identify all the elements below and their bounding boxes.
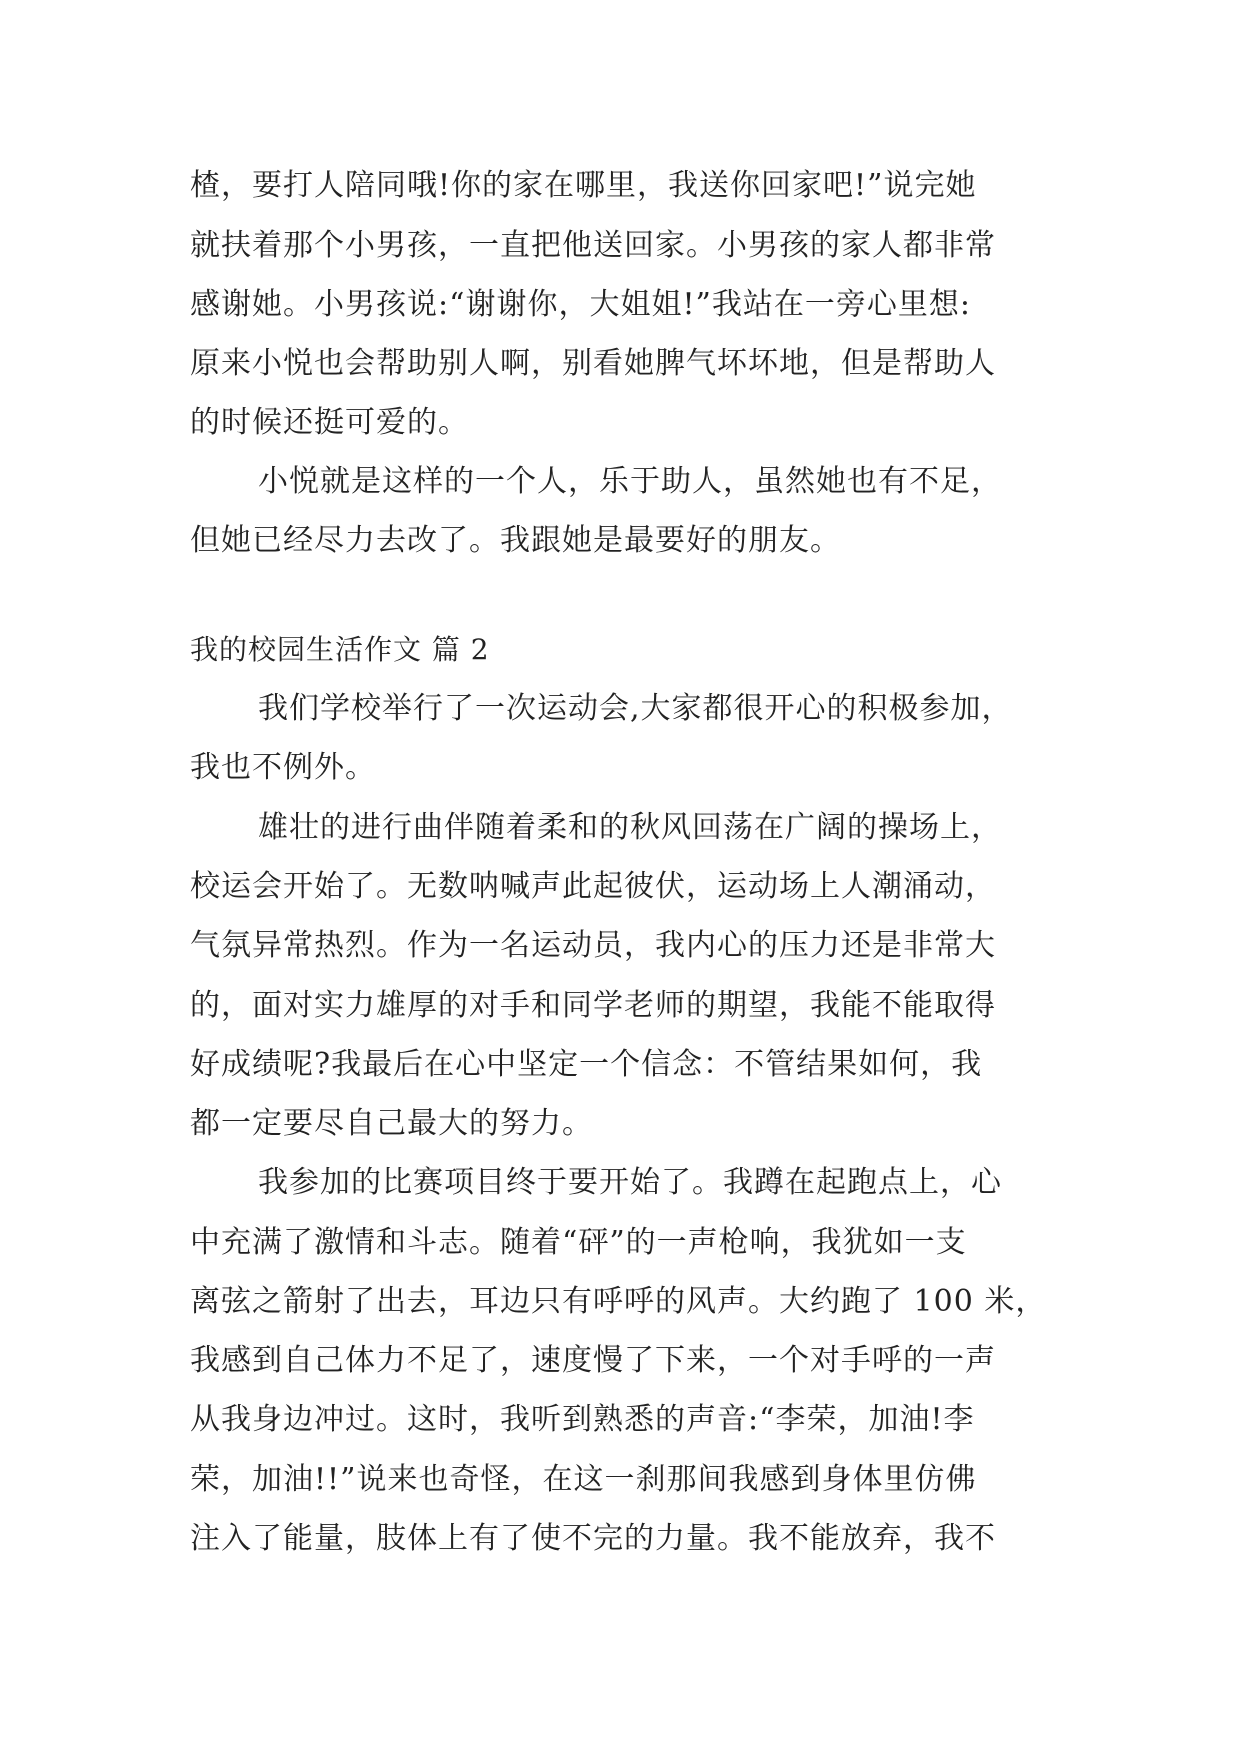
text-line: 我感到自己体力不足了，速度慢了下来，一个对手呼的一声 [190, 1343, 996, 1378]
section-heading: 我的校园生活作文 篇 2 [190, 633, 490, 666]
text-line: 楂，要打人陪同哦!你的家在哪里，我送你回家吧!”说完她 [190, 168, 977, 203]
text-line: 但她已经尽力去改了。我跟她是最要好的朋友。 [190, 523, 841, 558]
text-line: 都一定要尽自己最大的努力。 [190, 1106, 593, 1141]
text-line: 从我身边冲过。这时，我听到熟悉的声音:“李荣，加油!李 [190, 1402, 975, 1437]
text-line: 的时候还挺可爱的。 [190, 405, 469, 440]
text-line: 我参加的比赛项目终于要开始了。我蹲在起跑点上，心 [258, 1165, 1002, 1200]
text-line: 小悦就是这样的一个人，乐于助人，虽然她也有不足， [258, 464, 1002, 499]
text-line: 荣，加油!!”说来也奇怪，在这一刹那间我感到身体里仿佛 [190, 1462, 977, 1497]
text-line: 感谢她。小男孩说:“谢谢你，大姐姐!”我站在一旁心里想: [190, 287, 971, 322]
text-line: 离弦之箭射了出去，耳边只有呼呼的风声。大约跑了 100 米， [190, 1284, 1047, 1319]
text-line: 的，面对实力雄厚的对手和同学老师的期望，我能不能取得 [190, 988, 996, 1023]
text-line: 我们学校举行了一次运动会,大家都很开心的积极参加， [258, 691, 1013, 726]
text-line: 注入了能量，肢体上有了使不完的力量。我不能放弃，我不 [190, 1521, 996, 1556]
text-line: 雄壮的进行曲伴随着柔和的秋风回荡在广阔的操场上， [258, 810, 1002, 845]
text-line: 中充满了激情和斗志。随着“砰”的一声枪响，我犹如一支 [190, 1225, 967, 1260]
text-line: 原来小悦也会帮助别人啊，别看她脾气坏坏地，但是帮助人 [190, 346, 996, 381]
text-line: 好成绩呢?我最后在心中坚定一个信念：不管结果如何，我 [190, 1047, 983, 1082]
text-line: 校运会开始了。无数呐喊声此起彼伏，运动场上人潮涌动， [190, 869, 996, 904]
text-line: 我也不例外。 [190, 750, 376, 785]
text-line: 就扶着那个小男孩，一直把他送回家。小男孩的家人都非常 [190, 228, 996, 263]
text-line: 气氛异常热烈。作为一名运动员，我内心的压力还是非常大 [190, 928, 996, 963]
